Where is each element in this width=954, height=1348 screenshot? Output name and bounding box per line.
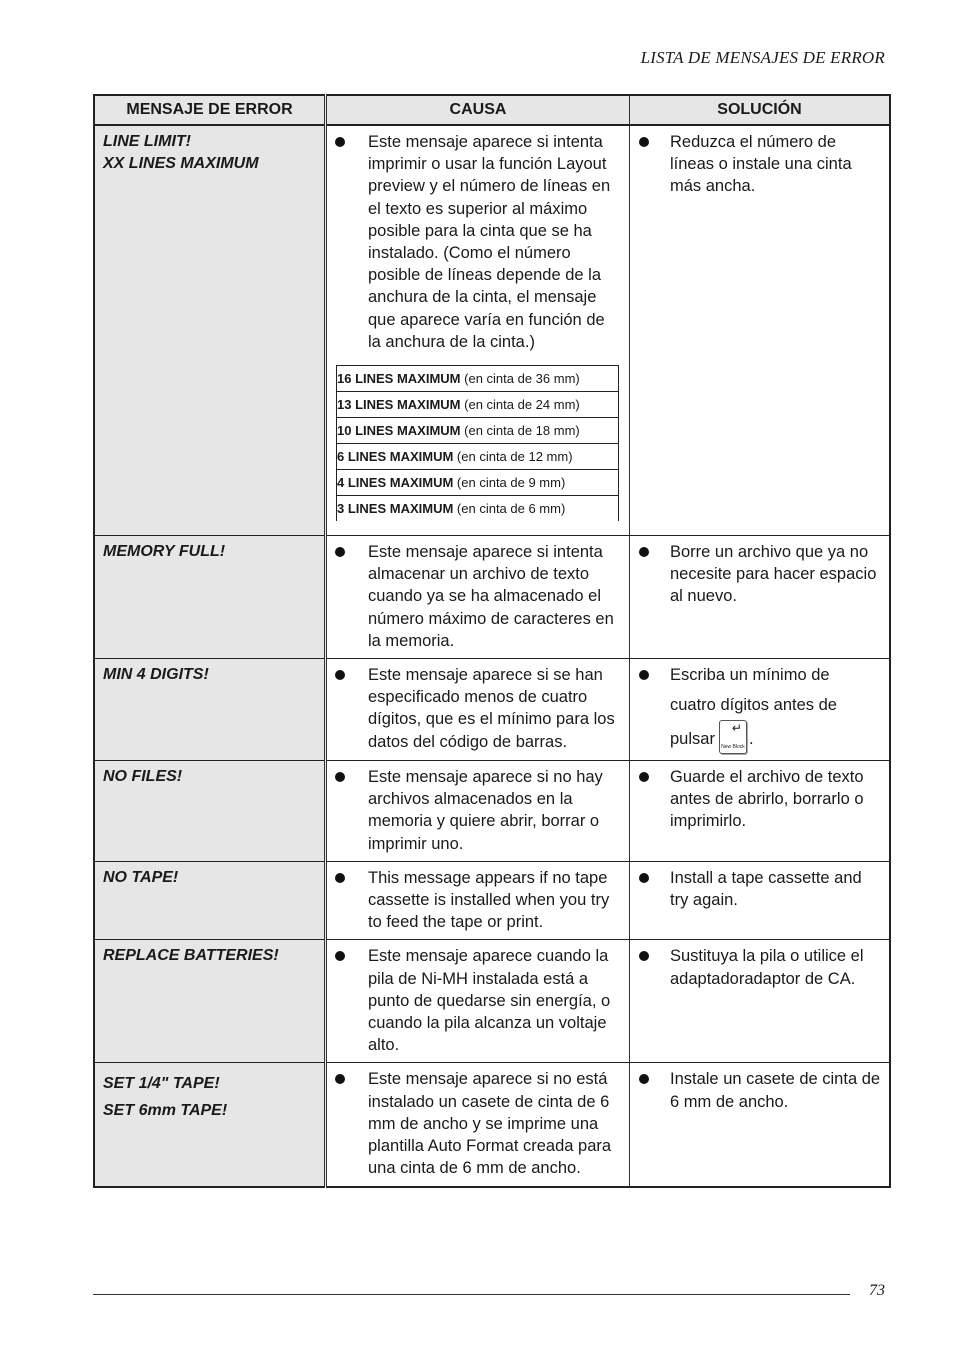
cause-cell	[326, 861, 630, 940]
table-row	[94, 1063, 890, 1187]
table-row	[94, 536, 890, 659]
bullet-icon	[639, 951, 649, 961]
limit-label: 6 LINES MAXIMUM	[337, 449, 454, 465]
error-message-text: SET 1/4" TAPE!	[103, 1075, 220, 1093]
limit-label: 13 LINES MAXIMUM	[337, 397, 461, 413]
cause-cell	[326, 1063, 630, 1187]
page-number: 73	[869, 1282, 885, 1299]
table-row	[94, 940, 890, 1063]
cause-text: Este mensaje aparece cuando la pila de Ni-MH instalada está a punto de quedarse sin energía, o cuando la pila alcanza un voltaje alto.	[368, 947, 611, 1055]
bullet-icon	[335, 1074, 345, 1084]
limit-note: (en cinta de 18 mm)	[464, 423, 580, 439]
error-message-cell	[94, 659, 326, 761]
bullet-icon	[639, 873, 649, 883]
limit-note: (en cinta de 24 mm)	[464, 397, 580, 413]
bullet-icon	[335, 137, 345, 147]
error-message-text: XX LINES MAXIMUM	[103, 155, 259, 172]
table-row	[94, 761, 890, 862]
limit-label: 4 LINES MAXIMUM	[337, 475, 454, 491]
enter-key-icon: ↵ New Block	[719, 720, 747, 754]
column-header-cause: CAUSA	[326, 95, 630, 125]
limit-label: 3 LINES MAXIMUM	[337, 501, 454, 517]
error-message-cell	[94, 861, 326, 940]
table-row	[94, 125, 890, 536]
limit-note: (en cinta de 6 mm)	[456, 501, 566, 517]
solution-text: pulsar	[670, 730, 715, 749]
cause-cell	[326, 125, 630, 536]
bullet-icon	[335, 951, 345, 961]
error-message-text: MIN 4 DIGITS!	[103, 666, 209, 684]
bullet-icon	[639, 137, 649, 147]
error-messages-table	[93, 94, 891, 1188]
cause-cell	[326, 536, 630, 659]
cause-text: Este mensaje aparece si no hay archivos almacenados en la memoria y quiere abrir, borrar o imprimir uno.	[368, 768, 603, 853]
solution-text: .	[748, 730, 754, 749]
cause-cell	[326, 659, 630, 761]
footer-divider	[93, 1294, 850, 1295]
bullet-icon	[335, 670, 345, 680]
cause-text: Este mensaje aparece si intenta imprimir o usar la función Layout preview y el número de líneas en el texto es superior al máximo posible para la cinta que se ha instalado. (Como el número posible de líneas depende de la anchura de la cinta, el mensaje que aparece varía en función de la anchura de la cinta.)	[368, 133, 611, 351]
solution-text: Instale un casete de cinta de 6 mm de ancho.	[670, 1070, 881, 1111]
limit-row	[337, 496, 619, 522]
cause-text: Este mensaje aparece si se han especificado menos de cuatro dígitos, que es el mínimo para los datos del código de barras.	[368, 666, 615, 751]
solution-text: Guarde el archivo de texto antes de abrirlo, borrarlo o imprimirlo.	[670, 768, 864, 831]
bullet-icon	[335, 873, 345, 883]
bullet-icon	[335, 547, 345, 557]
limit-label: 16 LINES MAXIMUM	[337, 371, 461, 387]
limit-note: (en cinta de 36 mm)	[464, 371, 580, 387]
error-message-cell	[94, 1063, 326, 1187]
solution-text: Reduzca el número de líneas o instale una cinta más ancha.	[670, 133, 852, 196]
limit-label: 10 LINES MAXIMUM	[337, 423, 461, 439]
error-message-text: MEMORY FULL!	[103, 543, 226, 561]
cause-cell	[326, 940, 630, 1063]
cause-text: Este mensaje aparece si no está instalado un casete de cinta de 6 mm de ancho y se imprime una plantilla Auto Format creada para una cinta de 6 mm de ancho.	[368, 1070, 612, 1178]
limit-row	[337, 392, 619, 418]
limit-row	[337, 366, 619, 392]
error-message-cell	[94, 536, 326, 659]
limit-row	[337, 470, 619, 496]
solution-text: Escriba un mínimo de	[670, 666, 830, 685]
error-message-cell	[94, 940, 326, 1063]
table-header-row	[94, 95, 890, 125]
table-row	[94, 659, 890, 761]
error-message-text: LINE LIMIT!	[103, 133, 191, 150]
solution-cell	[630, 861, 891, 940]
solution-cell	[630, 940, 891, 1063]
column-header-message: MENSAJE DE ERROR	[94, 95, 326, 125]
bullet-icon	[639, 1074, 649, 1084]
solution-text: Install a tape cassette and try again.	[670, 868, 862, 910]
limit-note: (en cinta de 12 mm)	[456, 449, 573, 465]
solution-cell	[630, 125, 891, 536]
cause-text: Este mensaje aparece si intenta almacenar un archivo de texto cuando ya se ha almacenado el número máximo de caracteres en la memoria.	[368, 543, 614, 650]
limit-row	[337, 418, 619, 444]
solution-cell	[630, 761, 891, 862]
bullet-icon	[639, 670, 649, 680]
solution-cell	[630, 1063, 891, 1187]
bullet-icon	[639, 547, 649, 557]
error-message-cell	[94, 125, 326, 536]
solution-text: Borre un archivo que ya no necesite para hacer espacio al nuevo.	[670, 543, 877, 606]
lines-limit-table	[336, 365, 619, 521]
cause-text: This message appears if no tape cassette is installed when you try to feed the tape or print.	[368, 868, 610, 932]
bullet-icon	[639, 772, 649, 782]
table-row	[94, 861, 890, 940]
error-message-text: REPLACE BATTERIES!	[103, 947, 279, 965]
error-message-text: NO TAPE!	[103, 868, 179, 886]
limit-row	[337, 444, 619, 470]
column-header-solution: SOLUCIÓN	[630, 95, 891, 125]
page-header-title: LISTA DE MENSAJES DE ERROR	[640, 48, 885, 67]
bullet-icon	[335, 772, 345, 782]
error-message-cell	[94, 761, 326, 862]
solution-cell	[630, 659, 891, 761]
limit-note: (en cinta de 9 mm)	[456, 475, 566, 491]
solution-cell	[630, 536, 891, 659]
solution-text: Sustituya la pila o utilice el adaptadoradaptor de CA.	[670, 947, 864, 988]
cause-cell	[326, 761, 630, 862]
solution-text: cuatro dígitos antes de	[670, 696, 837, 715]
error-message-text: NO FILES!	[103, 768, 183, 786]
error-message-text: SET 6mm TAPE!	[103, 1102, 228, 1120]
